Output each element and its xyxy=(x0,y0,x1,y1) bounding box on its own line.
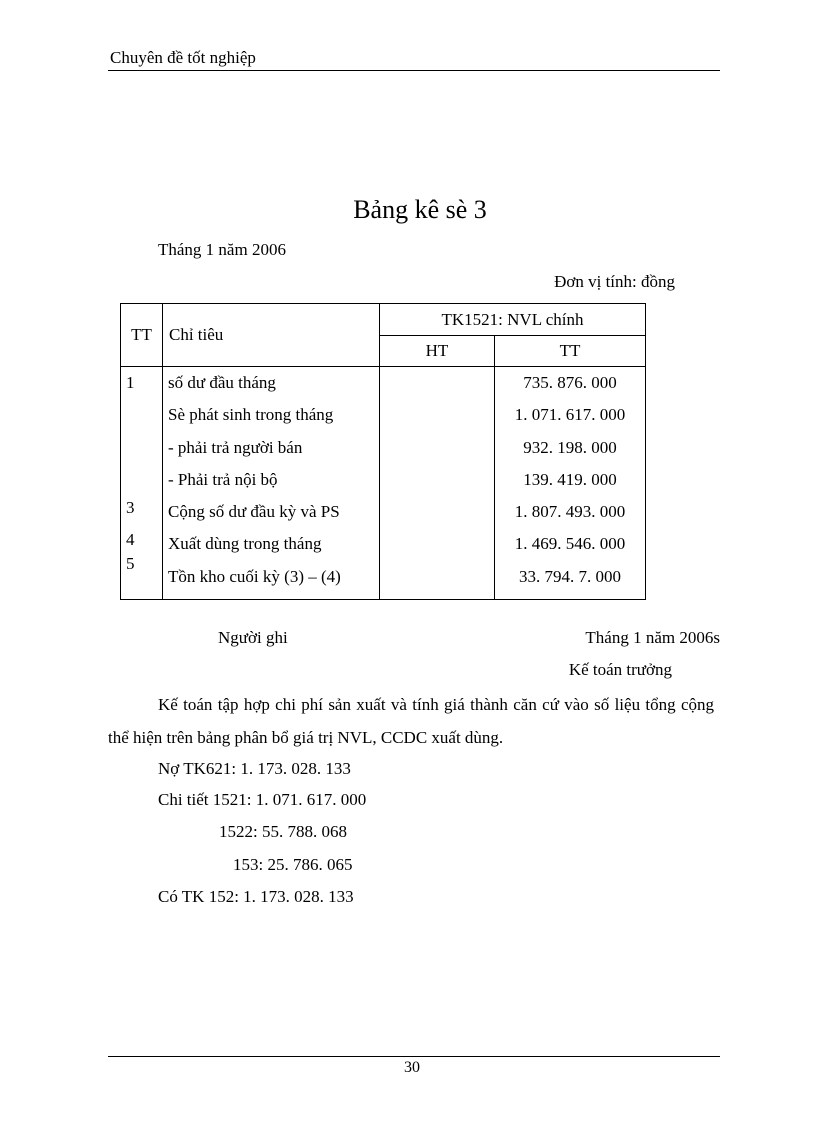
running-header: Chuyên đề tốt nghiệp xyxy=(110,48,256,67)
row-label: - phải trả người bán xyxy=(168,437,303,457)
page-number: 30 xyxy=(404,1059,420,1076)
row-label: Tồn kho cuối kỳ (3) – (4) xyxy=(168,566,341,586)
row-value: 1. 807. 493. 000 xyxy=(514,502,626,522)
footer-divider xyxy=(108,1056,720,1057)
row-value: 139. 419. 000 xyxy=(523,469,617,489)
header-tt-value: TT xyxy=(495,336,646,367)
header-account-group: TK1521: NVL chính xyxy=(380,304,646,336)
ht-column xyxy=(380,367,495,600)
document-title: Bảng kê sè 3 xyxy=(353,195,487,224)
header-divider xyxy=(108,70,720,71)
ledger-table xyxy=(120,303,646,600)
signature-date: Tháng 1 năm 2006s xyxy=(585,628,720,647)
entry-detail-1521: Chi tiết 1521: 1. 071. 617. 000 xyxy=(158,790,367,809)
row-value: 932. 198. 000 xyxy=(523,437,617,457)
row-value: 735. 876. 000 xyxy=(523,373,617,392)
header-tt: TT xyxy=(121,304,163,367)
entry-credit: Có TK 152: 1. 173. 028. 133 xyxy=(158,887,354,906)
row-value: 1. 469. 546. 000 xyxy=(514,534,626,554)
tt-line: 4 xyxy=(126,530,135,550)
tt-value-column xyxy=(495,367,646,600)
tt-line xyxy=(121,464,162,496)
entry-detail-153: 153: 25. 786. 065 xyxy=(233,855,353,874)
row-label: - Phải trả nội bộ xyxy=(168,469,278,489)
row-label: số dư đầu tháng xyxy=(168,373,276,392)
tt-line xyxy=(121,399,162,431)
signature-recorder: Người ghi xyxy=(218,628,288,647)
tt-line: 3 xyxy=(126,498,135,518)
row-label: Cộng số dư đầu kỳ và PS xyxy=(168,502,340,522)
row-label: Sè phát sinh trong tháng xyxy=(168,405,334,425)
currency-unit: Đơn vị tính: đồng xyxy=(554,272,675,291)
body-paragraph: Kế toán tập hợp chi phí sản xuất và tính giá thành căn cứ vào số liệu tổng cộng thể hiện trên bảng phân bổ giá trị NVL, CCDC xuất dùng. xyxy=(108,695,714,747)
row-label: Xuất dùng trong tháng xyxy=(168,534,322,554)
header-chi-tieu: Chỉ tiêu xyxy=(163,304,380,367)
row-value: 33. 794. 7. 000 xyxy=(519,566,621,586)
chi-tieu-column xyxy=(163,367,380,600)
entry-detail-1522: 1522: 55. 788. 068 xyxy=(219,822,347,841)
entry-debit: Nợ TK621: 1. 173. 028. 133 xyxy=(158,759,351,778)
tt-line: 5 xyxy=(126,554,135,574)
header-ht: HT xyxy=(380,336,495,367)
tt-line xyxy=(121,432,162,464)
tt-column xyxy=(121,367,163,600)
tt-line: 1 xyxy=(126,373,135,392)
report-date: Tháng 1 năm 2006 xyxy=(158,240,286,259)
row-value: 1. 071. 617. 000 xyxy=(514,405,626,425)
signature-chief-accountant: Kế toán trưởng xyxy=(568,660,672,679)
